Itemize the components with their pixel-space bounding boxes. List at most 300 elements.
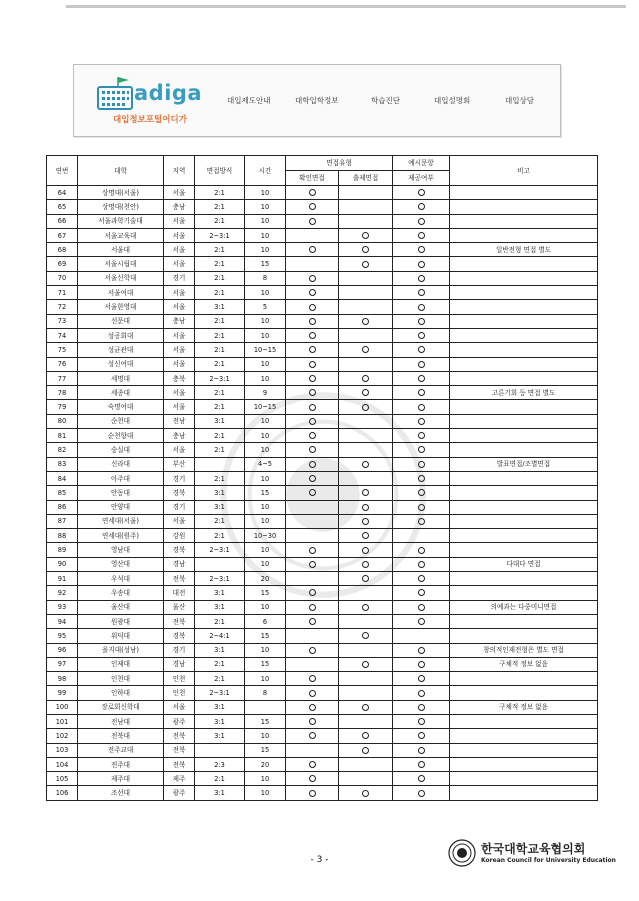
cell-question: [339, 429, 393, 443]
cell-time: 10~15: [245, 400, 286, 414]
cell-question: [339, 357, 393, 371]
cell-note: [450, 757, 598, 771]
cell-no: 76: [47, 357, 78, 371]
cell-note: [450, 686, 598, 700]
cell-univ: 숙명여대: [78, 400, 164, 414]
cell-sample: [393, 486, 450, 500]
cell-note: [450, 614, 598, 628]
circle-mark-icon: [418, 432, 425, 439]
table-row: [47, 400, 598, 414]
cell-method: 2:1: [195, 400, 245, 414]
cell-no: 83: [47, 457, 78, 471]
cell-question: [339, 443, 393, 457]
cell-method: 2~3:1: [195, 543, 245, 557]
circle-mark-icon: [362, 532, 369, 539]
cell-method: 3:1: [195, 714, 245, 728]
cell-method: 2:3: [195, 757, 245, 771]
cell-sample: [393, 514, 450, 528]
menu-item-study-diagnosis[interactable]: 학습진단: [371, 96, 400, 105]
cell-time: 20: [245, 572, 286, 586]
cell-method: [195, 557, 245, 571]
page-number: - 3 -: [310, 855, 329, 865]
cell-time: 10: [245, 786, 286, 800]
cell-univ: 신라대: [78, 457, 164, 471]
cell-no: 69: [47, 257, 78, 271]
cell-question: [339, 500, 393, 514]
circle-mark-icon: [418, 647, 425, 654]
circle-mark-icon: [309, 218, 316, 225]
cell-univ: 순천대: [78, 414, 164, 428]
cell-note: [450, 729, 598, 743]
cell-question: [339, 186, 393, 200]
table-row: [47, 786, 598, 800]
cell-method: 2:1: [195, 672, 245, 686]
cell-univ: 전주교대: [78, 743, 164, 757]
circle-mark-icon: [362, 489, 369, 496]
cell-univ: 을지대(성남): [78, 643, 164, 657]
cell-no: 92: [47, 586, 78, 600]
cell-question: [339, 471, 393, 485]
cell-sample: [393, 714, 450, 728]
circle-mark-icon: [362, 661, 369, 668]
cell-no: 80: [47, 414, 78, 428]
circle-mark-icon: [309, 718, 316, 725]
cell-univ: 전북대: [78, 729, 164, 743]
cell-time: 8: [245, 271, 286, 285]
cell-univ: 인제대: [78, 657, 164, 671]
cell-no: 106: [47, 786, 78, 800]
adiga-logo: [96, 75, 206, 131]
cell-region: 서울: [164, 400, 195, 414]
cell-note: [450, 314, 598, 328]
cell-method: 2~3:1: [195, 572, 245, 586]
circle-mark-icon: [418, 304, 425, 311]
table-row: [47, 714, 598, 728]
cell-sample: [393, 700, 450, 714]
table-row: [47, 743, 598, 757]
cell-method: 2:1: [195, 529, 245, 543]
cell-time: 15: [245, 629, 286, 643]
circle-mark-icon: [418, 718, 425, 725]
cell-region: 경기: [164, 471, 195, 485]
cell-time: 10: [245, 443, 286, 457]
cell-confirm: [286, 643, 339, 657]
cell-time: 10: [245, 414, 286, 428]
kcue-seal-icon: [448, 839, 476, 867]
cell-method: 2:1: [195, 471, 245, 485]
circle-mark-icon: [418, 690, 425, 697]
cell-question: [339, 772, 393, 786]
cell-region: 전북: [164, 729, 195, 743]
cell-no: 93: [47, 600, 78, 614]
table-row: [47, 757, 598, 771]
table-row: [47, 228, 598, 242]
building-icon: [96, 75, 136, 111]
cell-region: 서울: [164, 228, 195, 242]
cell-sample: [393, 271, 450, 285]
cell-time: 10: [245, 729, 286, 743]
cell-sample: [393, 300, 450, 314]
table-row: [47, 257, 598, 271]
cell-method: [195, 743, 245, 757]
cell-sample: [393, 214, 450, 228]
table-row: [47, 557, 598, 571]
table-row: [47, 772, 598, 786]
cell-univ: 전주대: [78, 757, 164, 771]
cell-sample: [393, 643, 450, 657]
cell-time: 10: [245, 514, 286, 528]
org-name-ko: 한국대학교육협의회: [481, 842, 586, 856]
circle-mark-icon: [309, 475, 316, 482]
logo-wordmark: adiga: [134, 81, 203, 105]
cell-note: [450, 772, 598, 786]
cell-question: [339, 257, 393, 271]
cell-sample: [393, 186, 450, 200]
circle-mark-icon: [418, 203, 425, 210]
circle-mark-icon: [309, 432, 316, 439]
cell-method: 3:1: [195, 486, 245, 500]
cell-question: [339, 486, 393, 500]
cell-univ: 서울신학대: [78, 271, 164, 285]
cell-note: 고른기회 등 면접 별도: [450, 386, 598, 400]
cell-time: 10: [245, 243, 286, 257]
circle-mark-icon: [309, 246, 316, 253]
circle-mark-icon: [418, 561, 425, 568]
circle-mark-icon: [362, 561, 369, 568]
cell-region: 경남: [164, 657, 195, 671]
circle-mark-icon: [362, 389, 369, 396]
cell-region: 경기: [164, 643, 195, 657]
cell-no: 105: [47, 772, 78, 786]
cell-univ: 인천대: [78, 672, 164, 686]
cell-question: [339, 714, 393, 728]
cell-confirm: [286, 743, 339, 757]
circle-mark-icon: [309, 775, 316, 782]
table-row: [47, 371, 598, 385]
cell-time: 10: [245, 186, 286, 200]
cell-time: 15: [245, 714, 286, 728]
cell-note: [450, 529, 598, 543]
table-row: [47, 200, 598, 214]
cell-region: 충남: [164, 429, 195, 443]
cell-no: 82: [47, 443, 78, 457]
cell-no: 66: [47, 214, 78, 228]
table-row: [47, 186, 598, 200]
circle-mark-icon: [418, 389, 425, 396]
cell-question: [339, 214, 393, 228]
cell-method: 3:1: [195, 586, 245, 600]
cell-sample: [393, 443, 450, 457]
cell-confirm: [286, 200, 339, 214]
circle-mark-icon: [418, 346, 425, 353]
cell-note: [450, 271, 598, 285]
circle-mark-icon: [362, 375, 369, 382]
circle-mark-icon: [309, 761, 316, 768]
cell-no: 98: [47, 672, 78, 686]
cell-confirm: [286, 429, 339, 443]
circle-mark-icon: [309, 561, 316, 568]
cell-question: [339, 243, 393, 257]
cell-confirm: [286, 243, 339, 257]
cell-method: 2~3:1: [195, 371, 245, 385]
cell-univ: 서울시립대: [78, 257, 164, 271]
table-row: [47, 514, 598, 528]
circle-mark-icon: [362, 547, 369, 554]
cell-no: 73: [47, 314, 78, 328]
cell-question: [339, 200, 393, 214]
cell-no: 86: [47, 500, 78, 514]
cell-note: [450, 629, 598, 643]
cell-method: 2:1: [195, 443, 245, 457]
circle-mark-icon: [362, 461, 369, 468]
table-row: [47, 600, 598, 614]
cell-note: [450, 786, 598, 800]
cell-region: 충남: [164, 200, 195, 214]
cell-question: [339, 514, 393, 528]
circle-mark-icon: [418, 189, 425, 196]
cell-no: 94: [47, 614, 78, 628]
cell-sample: [393, 772, 450, 786]
table-row: [47, 500, 598, 514]
cell-region: 인천: [164, 672, 195, 686]
cell-no: 96: [47, 643, 78, 657]
circle-mark-icon: [418, 618, 425, 625]
cell-univ: 조선대: [78, 786, 164, 800]
cell-univ: 우석대: [78, 572, 164, 586]
cell-time: 20: [245, 757, 286, 771]
cell-no: 87: [47, 514, 78, 528]
cell-time: 10: [245, 600, 286, 614]
cell-region: 서울: [164, 386, 195, 400]
circle-mark-icon: [418, 418, 425, 425]
cell-region: 충북: [164, 371, 195, 385]
cell-question: [339, 300, 393, 314]
cell-question: [339, 400, 393, 414]
cell-region: 서울: [164, 357, 195, 371]
table-row: [47, 657, 598, 671]
cell-note: [450, 343, 598, 357]
cell-note: [450, 429, 598, 443]
cell-time: 15: [245, 257, 286, 271]
circle-mark-icon: [418, 761, 425, 768]
cell-sample: [393, 343, 450, 357]
table-row: [47, 643, 598, 657]
cell-note: [450, 486, 598, 500]
cell-univ: 원광대: [78, 614, 164, 628]
cell-time: 10: [245, 200, 286, 214]
circle-mark-icon: [418, 318, 425, 325]
circle-mark-icon: [362, 261, 369, 268]
table-row: [47, 457, 598, 471]
cell-note: [450, 586, 598, 600]
cell-time: 10~30: [245, 529, 286, 543]
circle-mark-icon: [362, 346, 369, 353]
cell-no: 84: [47, 471, 78, 485]
cell-univ: 전남대: [78, 714, 164, 728]
circle-mark-icon: [418, 790, 425, 797]
cell-sample: [393, 257, 450, 271]
cell-confirm: [286, 457, 339, 471]
cell-region: 대전: [164, 586, 195, 600]
cell-region: 전남: [164, 414, 195, 428]
cell-confirm: [286, 657, 339, 671]
cell-time: 15: [245, 657, 286, 671]
cell-note: [450, 572, 598, 586]
table-row: [47, 543, 598, 557]
table-row: [47, 443, 598, 457]
cell-no: 81: [47, 429, 78, 443]
cell-sample: [393, 614, 450, 628]
cell-method: [195, 457, 245, 471]
cell-note: [450, 414, 598, 428]
cell-univ: 울산대: [78, 600, 164, 614]
circle-mark-icon: [418, 261, 425, 268]
cell-confirm: [286, 286, 339, 300]
circle-mark-icon: [309, 361, 316, 368]
cell-note: [450, 471, 598, 485]
circle-mark-icon: [309, 589, 316, 596]
table-row: [47, 471, 598, 485]
menu-item-admission-briefing[interactable]: 대입설명회: [434, 96, 471, 105]
cell-no: 95: [47, 629, 78, 643]
circle-mark-icon: [309, 489, 316, 496]
cell-method: 3:1: [195, 600, 245, 614]
cell-confirm: [286, 543, 339, 557]
cell-note: [450, 200, 598, 214]
circle-mark-icon: [309, 404, 316, 411]
cell-method: 3:1: [195, 643, 245, 657]
cell-univ: 순천향대: [78, 429, 164, 443]
circle-mark-icon: [309, 189, 316, 196]
cell-confirm: [286, 386, 339, 400]
cell-time: 10: [245, 643, 286, 657]
circle-mark-icon: [418, 732, 425, 739]
cell-question: [339, 371, 393, 385]
cell-sample: [393, 529, 450, 543]
cell-time: 15: [245, 486, 286, 500]
cell-univ: 세종대: [78, 386, 164, 400]
adiga-banner[interactable]: [73, 64, 561, 137]
cell-question: [339, 543, 393, 557]
cell-region: 서울: [164, 243, 195, 257]
cell-no: 100: [47, 700, 78, 714]
cell-confirm: [286, 343, 339, 357]
cell-sample: [393, 657, 450, 671]
cell-time: 5: [245, 300, 286, 314]
table-row: [47, 386, 598, 400]
cell-question: [339, 600, 393, 614]
cell-no: 90: [47, 557, 78, 571]
circle-mark-icon: [362, 790, 369, 797]
cell-region: 서울: [164, 514, 195, 528]
cell-univ: 영산대: [78, 557, 164, 571]
circle-mark-icon: [418, 375, 425, 382]
cell-no: 103: [47, 743, 78, 757]
circle-mark-icon: [418, 332, 425, 339]
circle-mark-icon: [309, 647, 316, 654]
cell-region: 서울: [164, 286, 195, 300]
cell-method: 2:1: [195, 614, 245, 628]
circle-mark-icon: [362, 575, 369, 582]
cell-time: 10: [245, 228, 286, 242]
circle-mark-icon: [362, 232, 369, 239]
cell-univ: 영남대: [78, 543, 164, 557]
cell-univ: 성신여대: [78, 357, 164, 371]
table-row: [47, 729, 598, 743]
cell-method: 2:1: [195, 286, 245, 300]
cell-note: 구체적 정보 없음: [450, 657, 598, 671]
cell-method: 2:1: [195, 429, 245, 443]
cell-sample: [393, 672, 450, 686]
table-row: [47, 314, 598, 328]
menu-item-university-info[interactable]: 대학입학정보: [295, 96, 339, 105]
cell-region: 서울: [164, 186, 195, 200]
cell-method: 3:1: [195, 786, 245, 800]
cell-confirm: [286, 586, 339, 600]
cell-no: 77: [47, 371, 78, 385]
cell-no: 64: [47, 186, 78, 200]
cell-time: 10: [245, 557, 286, 571]
circle-mark-icon: [362, 318, 369, 325]
circle-mark-icon: [418, 504, 425, 511]
cell-region: 강원: [164, 529, 195, 543]
cell-no: 70: [47, 271, 78, 285]
cell-univ: 성공회대: [78, 328, 164, 342]
table-body: [47, 186, 598, 801]
cell-confirm: [286, 471, 339, 485]
cell-confirm: [286, 300, 339, 314]
cell-univ: 인하대: [78, 686, 164, 700]
header-method: 면접방식: [195, 156, 245, 186]
cell-sample: [393, 586, 450, 600]
cell-question: [339, 786, 393, 800]
cell-region: 서울: [164, 700, 195, 714]
cell-confirm: [286, 757, 339, 771]
cell-confirm: [286, 529, 339, 543]
menu-item-admission-counsel[interactable]: 대입상담: [505, 96, 534, 105]
table-row: [47, 700, 598, 714]
circle-mark-icon: [309, 203, 316, 210]
cell-region: 경북: [164, 629, 195, 643]
menu-item-admission-system[interactable]: 대입제도안내: [227, 96, 271, 105]
cell-question: [339, 314, 393, 328]
cell-time: 10: [245, 371, 286, 385]
cell-region: 전북: [164, 572, 195, 586]
cell-no: 91: [47, 572, 78, 586]
cell-method: 2:1: [195, 271, 245, 285]
cell-region: 서울: [164, 257, 195, 271]
cell-sample: [393, 543, 450, 557]
header-type-confirm: 확인면접: [286, 171, 339, 186]
cell-univ: 위덕대: [78, 629, 164, 643]
header-time: 시간: [245, 156, 286, 186]
cell-question: [339, 700, 393, 714]
cell-no: 102: [47, 729, 78, 743]
circle-mark-icon: [309, 547, 316, 554]
cell-region: 광주: [164, 714, 195, 728]
cell-method: 2:1: [195, 657, 245, 671]
circle-mark-icon: [362, 604, 369, 611]
cell-confirm: [286, 500, 339, 514]
cell-time: 10~15: [245, 343, 286, 357]
cell-question: [339, 228, 393, 242]
cell-sample: [393, 429, 450, 443]
circle-mark-icon: [309, 732, 316, 739]
table-row: [47, 214, 598, 228]
cell-method: 2:1: [195, 314, 245, 328]
cell-univ: 아주대: [78, 471, 164, 485]
cell-univ: 서울교육대: [78, 228, 164, 242]
